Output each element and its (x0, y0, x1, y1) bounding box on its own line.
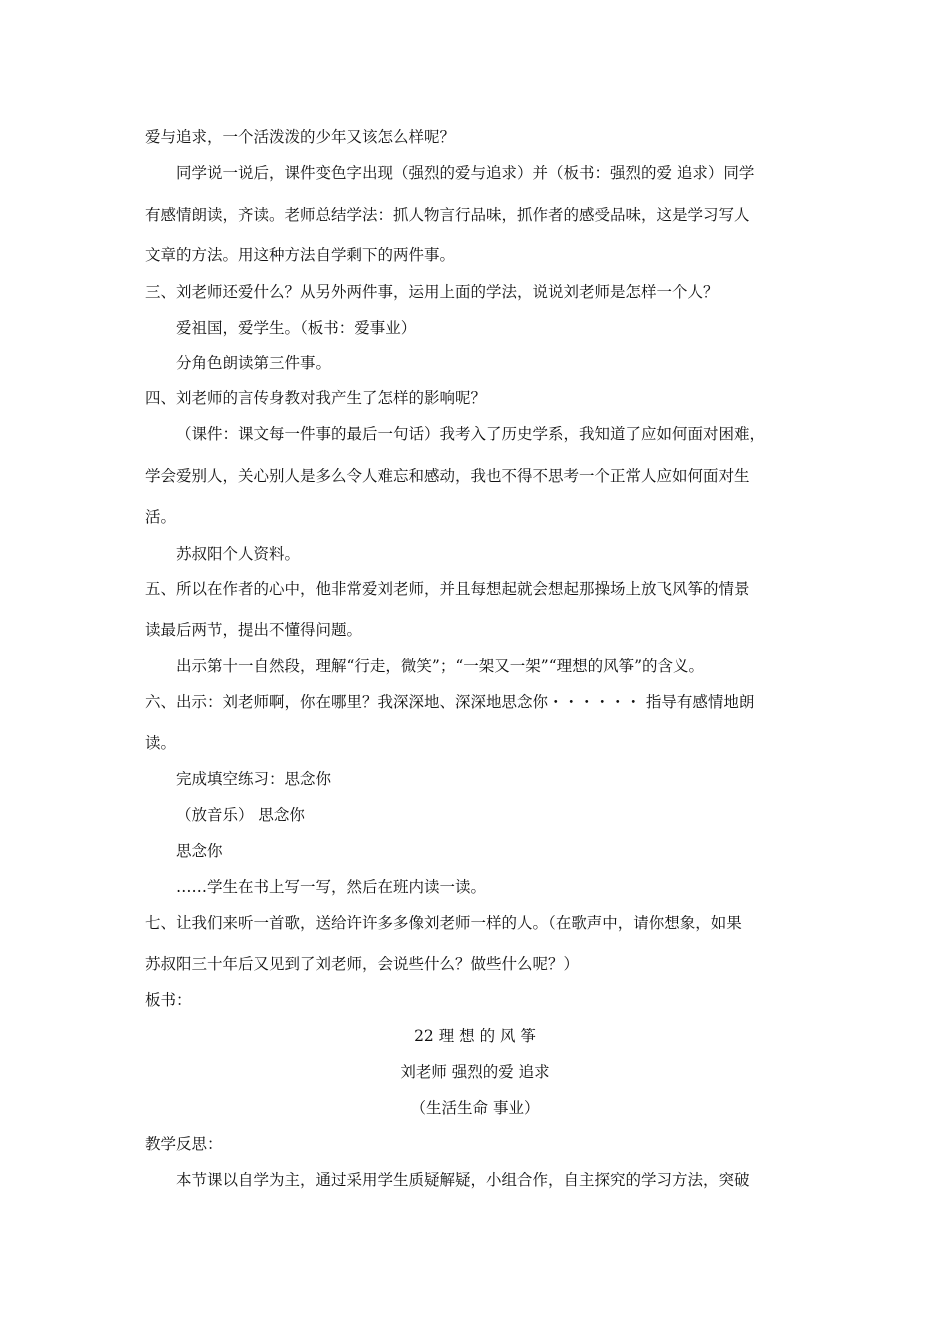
text-line: 读最后两节，提出不懂得问题。 (145, 621, 363, 639)
text-line: 爱祖国，爱学生。（板书：爱事业） (176, 319, 417, 337)
board-title: 22 理 想 的 风 筝 (414, 1027, 536, 1045)
text-line: （放音乐） 思念你 (176, 806, 305, 824)
text-line: 爱与追求，一个活泼泼的少年又该怎么样呢？ (145, 128, 456, 146)
reflection-label: 教学反思： (145, 1135, 223, 1153)
text-line: 有感情朗读，齐读。老师总结学法：抓人物言行品味，抓作者的感受品味，这是学习写人 (145, 206, 750, 224)
text-line: 出示第十一自然段，理解“行走，微笑”；“一架又一架”“理想的风筝”的含义。 (176, 657, 705, 675)
section-heading: 六、出示：刘老师啊，你在哪里？我深深地、深深地思念你・・・・・・ 指导有感情地朗 (145, 693, 755, 711)
text-line: 分角色朗读第三件事。 (176, 354, 332, 372)
text-line: 读。 (145, 734, 177, 752)
text-line: 同学说一说后，课件变色字出现（强烈的爱与追求）并（板书：强烈的爱 追求）同学 (176, 164, 755, 182)
section-heading: 七、让我们来听一首歌，送给许许多多像刘老师一样的人。（在歌声中，请你想象，如果 (145, 914, 742, 932)
text-line: 本节课以自学为主，通过采用学生质疑解疑，小组合作，自主探究的学习方法，突破 (176, 1171, 750, 1189)
text-line: 苏叔阳三十年后又见到了刘老师，会说些什么？做些什么呢？） (145, 955, 580, 973)
text-line: 学会爱别人，关心别人是多么令人难忘和感动，我也不得不思考一个正常人应如何面对生 (145, 467, 750, 485)
text-line: ……学生在书上写一写，然后在班内读一读。 (176, 878, 487, 896)
section-heading: 三、刘老师还爱什么？从另外两件事，运用上面的学法，说说刘老师是怎样一个人？ (145, 283, 719, 301)
text-line: 文章的方法。用这种方法自学剩下的两件事。 (145, 246, 456, 264)
board-line: 刘老师 强烈的爱 追求 (400, 1063, 550, 1081)
text-line: 活。 (145, 508, 177, 526)
board-line: （生活生命 事业） (410, 1099, 540, 1117)
text-line: （课件：课文每一件事的最后一句话）我考入了历史学系，我知道了应如何面对困难， (176, 425, 766, 443)
section-heading: 五、所以在作者的心中，他非常爱刘老师，并且每想起就会想起那操场上放飞风筝的情景 (145, 580, 750, 598)
text-line: 思念你 (176, 842, 223, 860)
text-line: 苏叔阳个人资料。 (176, 545, 301, 563)
board-label: 板书： (145, 991, 192, 1009)
section-heading: 四、刘老师的言传身教对我产生了怎样的影响呢？ (145, 389, 487, 407)
text-line: 完成填空练习：思念你 (176, 770, 332, 788)
